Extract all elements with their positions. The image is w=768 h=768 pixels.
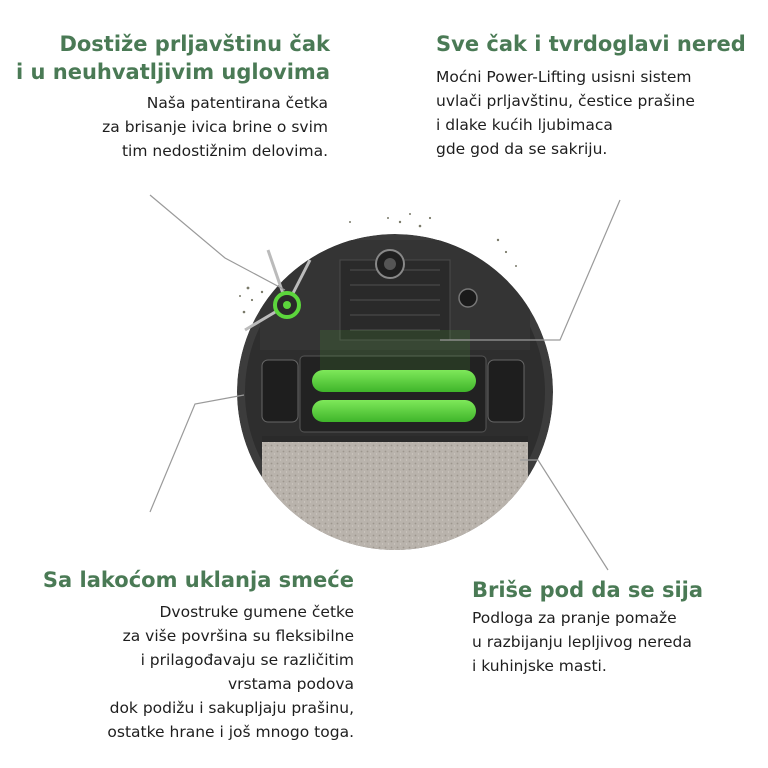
feature-suction-body <box>436 65 695 161</box>
feature-brushes-heading <box>43 566 354 594</box>
body-line: i dlake kućih ljubimaca <box>436 116 613 134</box>
body-line: i kuhinjske masti. <box>472 657 607 675</box>
body-line: u razbijanju lepljivog nereda <box>472 633 692 651</box>
feature-mop-heading <box>472 576 703 604</box>
heading-line: Briše pod da se sija <box>472 578 704 602</box>
body-line: Moćni Power-Lifting usisni sistem <box>436 68 692 86</box>
feature-brushes-body <box>107 600 354 744</box>
body-line: tim nedostižnim delovima. <box>121 142 328 160</box>
heading-line: Dostiže prljavštinu čak <box>59 32 330 56</box>
feature-mop-body <box>472 606 692 678</box>
body-line: dok podižu i sakupljaju prašinu, <box>109 699 354 717</box>
body-line: Podloga za pranje pomaže <box>472 609 677 627</box>
body-line: vrstama podova <box>227 675 354 693</box>
body-line: Naša patentirana četka <box>146 94 328 112</box>
body-line: za brisanje ivica brine o svim <box>102 118 328 136</box>
feature-suction-heading <box>436 30 746 58</box>
body-line: i prilagođavaju se različitim <box>140 651 354 669</box>
body-line: Dvostruke gumene četke <box>159 603 354 621</box>
body-line: ostatke hrane i još mnogo toga. <box>107 723 354 741</box>
heading-line: i u neuhvatljivim uglovima <box>16 60 330 84</box>
feature-edges-heading <box>16 30 330 86</box>
body-line: za više površina su fleksibilne <box>122 627 354 645</box>
robot-body <box>237 234 553 560</box>
body-line: gde god da se sakriju. <box>436 140 608 158</box>
body-line: uvlači prljavštinu, čestice prašine <box>436 92 695 110</box>
heading-line: Sa lakoćom uklanja smeće <box>42 568 354 592</box>
heading-line: Sve čak i tvrdoglavi nered <box>436 32 746 56</box>
feature-edges-body <box>102 91 328 163</box>
